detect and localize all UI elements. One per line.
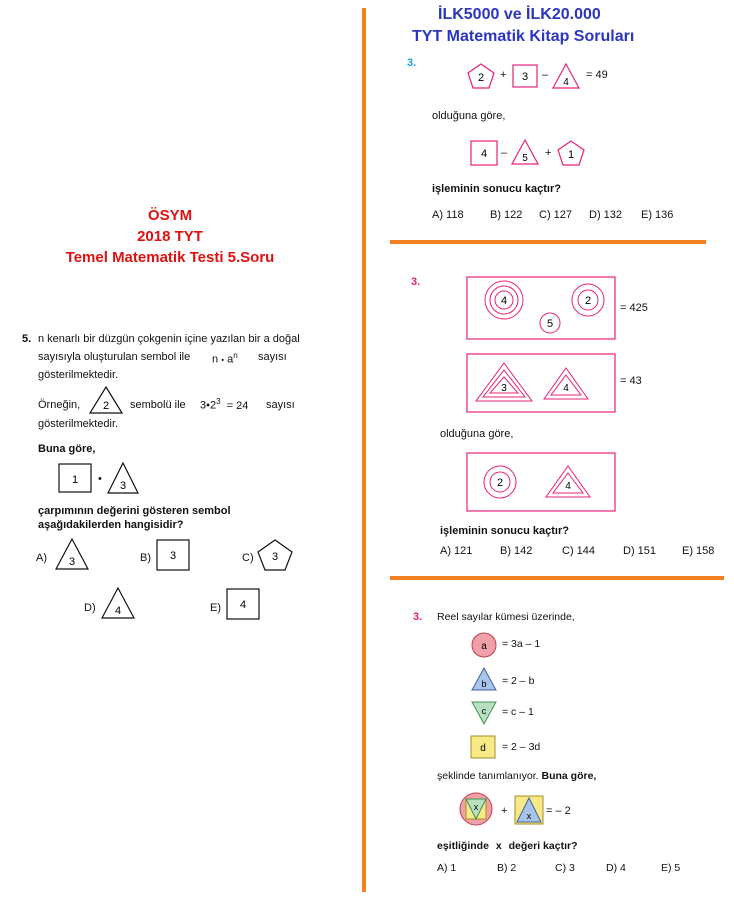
q2-box1-value-1: 4 [500, 295, 508, 307]
q1-option-b[interactable]: B) 122 [490, 209, 523, 221]
left-text-line-2: sayısıyla oluşturulan sembol ile [38, 351, 191, 363]
q1-expr-value-2: 5 [522, 153, 528, 164]
q2-olduguna-gore: olduğuna göre, [440, 428, 514, 440]
q2-option-c[interactable]: C) 144 [562, 545, 596, 557]
option-e-square[interactable] [226, 588, 260, 620]
q3-eq-var-2: x [526, 811, 532, 821]
divider-q1-q2 [390, 240, 706, 244]
q1-eq-square [512, 64, 538, 88]
left-text-sayisi: sayısı [258, 351, 287, 363]
q1-number: 3. [407, 57, 417, 69]
q2-option-a[interactable]: A) 121 [440, 545, 473, 557]
q2-box2-result: = 43 [620, 375, 642, 387]
q1-expr-pentagon [556, 139, 586, 167]
q3-eq-var-1: x [473, 802, 479, 812]
q1-expr-square [470, 140, 498, 166]
q1-option-a[interactable]: A) 118 [432, 209, 464, 221]
product-left-value: 1 [71, 474, 79, 486]
q3-eq-right-symbol [514, 795, 544, 825]
left-heading [40, 205, 300, 268]
q3-def-c-symbol: c [481, 706, 487, 716]
q2-box-2 [466, 353, 616, 413]
q1-expr-triangle [510, 138, 540, 166]
q3-question-pre: eşitliğinde [437, 840, 489, 852]
q1-eq-triangle [551, 62, 581, 90]
buna-gore: Buna göre, [38, 443, 96, 455]
example-symbol-value: 2 [102, 400, 110, 412]
q3-def-c-expr: = c – 1 [502, 706, 534, 718]
q1-eq-op-1: + [500, 69, 507, 81]
q2-box3-value-2: 4 [565, 481, 571, 492]
q2-box1-result: = 425 [620, 302, 648, 314]
q2-number: 3. [411, 276, 421, 288]
product-dot: • [98, 473, 102, 485]
q3-def-d-expr: = 2 – 3d [502, 741, 541, 753]
example-triangle-symbol [88, 385, 124, 415]
q3-question-var: x [495, 840, 502, 852]
option-c-pentagon[interactable] [256, 538, 294, 572]
left-question-number: 5. [22, 333, 32, 345]
product-triangle-symbol [106, 461, 140, 495]
q3-def-triangle-c [470, 700, 498, 726]
option-c-value: 3 [271, 551, 279, 563]
example-tail: sayısı [266, 399, 295, 411]
q2-box3-value-1: 2 [496, 477, 504, 489]
question-line-2: aşağıdakilerden hangisidir? [38, 519, 184, 531]
q2-box-1 [466, 276, 616, 340]
example-formula-exp: 3 [216, 397, 221, 406]
q3-option-c[interactable]: C) 3 [555, 862, 575, 874]
q2-box1-value-3: 5 [546, 318, 554, 330]
q1-option-e[interactable]: E) 136 [641, 209, 674, 221]
left-text-line-3: gösterilmektedir. [38, 369, 119, 381]
q2-box2-value-1: 3 [501, 383, 507, 394]
q1-eq-value-1: 2 [477, 72, 485, 84]
q3-sekli [437, 770, 596, 782]
option-d-value: 4 [114, 605, 122, 617]
q3-option-a[interactable]: A) 1 [437, 862, 457, 874]
q2-option-e[interactable]: E) 158 [682, 545, 715, 557]
q2-option-b[interactable]: B) 142 [500, 545, 533, 557]
option-b-value: 3 [169, 550, 177, 562]
q3-def-b-expr: = 2 – b [502, 675, 535, 687]
product-right-value: 3 [119, 480, 127, 492]
q1-expr-op-1: – [501, 147, 508, 159]
q3-intro: Reel sayılar kümesi üzerinde, [437, 611, 575, 623]
q3-def-b-symbol: b [481, 679, 487, 689]
q3-def-a-symbol: a [481, 641, 487, 652]
heading-line-2: 2018 TYT [137, 228, 203, 245]
q3-def-a-expr: = 3a – 1 [502, 638, 541, 650]
q1-option-d[interactable]: D) 132 [589, 209, 623, 221]
formula-exp: n [233, 351, 238, 360]
example-result: = 24 [226, 399, 249, 412]
option-e-label[interactable]: E) [210, 602, 221, 614]
example-end: gösterilmektedir. [38, 418, 119, 430]
q1-eq-pentagon [466, 62, 496, 90]
heading-line-3: Temel Matematik Testi 5.Soru [65, 249, 275, 266]
q2-box1-value-2: 2 [584, 295, 592, 307]
example-formula-base: 3•2 [200, 399, 217, 412]
left-formula [212, 351, 238, 366]
example-label: Örneğin, [38, 399, 81, 411]
example-formula [200, 397, 248, 412]
formula-a: a [227, 353, 234, 366]
q2-option-d[interactable]: D) 151 [623, 545, 657, 557]
divider-q2-q3 [390, 576, 724, 580]
option-b-label[interactable]: B) [140, 552, 151, 564]
q3-def-triangle-b [470, 666, 498, 692]
q3-question [437, 840, 578, 852]
q3-number: 3. [413, 611, 423, 623]
q1-expr-value-1: 4 [480, 148, 488, 160]
option-a-triangle[interactable] [54, 537, 90, 571]
right-header-line-2: TYT Matematik Kitap Soruları [412, 28, 635, 45]
option-d-label[interactable]: D) [84, 602, 96, 614]
q3-option-e[interactable]: E) 5 [661, 862, 681, 874]
q3-def-d-symbol: d [480, 743, 486, 754]
q2-box2-value-2: 4 [563, 383, 569, 394]
q3-def-square-d [470, 735, 496, 759]
option-a-value: 3 [68, 556, 76, 568]
q1-expr-value-3: 1 [567, 149, 575, 161]
vertical-divider [362, 8, 366, 892]
right-header-line-1: İLK5000 ve İLK20.000 [438, 6, 601, 23]
q2-box-3 [466, 452, 616, 512]
heading-line-1: ÖSYM [147, 207, 193, 224]
example-mid: sembolü ile [130, 399, 186, 411]
q3-def-circle-a [470, 631, 498, 659]
question-line-1: çarpımının değerini gösteren sembol [38, 505, 231, 517]
option-d-triangle[interactable] [100, 586, 136, 620]
q1-expr-op-2: + [545, 147, 552, 159]
q3-question-post: değeri kaçtır? [508, 840, 578, 852]
q3-sekli-text: şeklinde tanımlanıyor. [437, 770, 539, 782]
q3-eq-left-symbol [458, 791, 494, 827]
formula-n: n [212, 353, 219, 366]
left-text-line-1: n kenarlı bir düzgün çokgenin içine yazılan bir a doğal [38, 333, 300, 345]
q1-eq-result: = 49 [586, 69, 608, 81]
q1-option-c[interactable]: C) 127 [539, 209, 573, 221]
q1-eq-value-3: 4 [563, 77, 569, 88]
option-e-value: 4 [239, 599, 247, 611]
q3-eq-plus: + [501, 805, 508, 817]
q3-eq-result: = – 2 [546, 805, 571, 817]
option-a-label[interactable]: A) [36, 552, 47, 564]
option-b-square[interactable] [156, 539, 190, 571]
q3-option-b[interactable]: B) 2 [497, 862, 517, 874]
q1-eq-value-2: 3 [521, 71, 529, 83]
option-c-label[interactable]: C) [242, 552, 254, 564]
formula-dot: • [221, 355, 224, 365]
q1-question: işleminin sonucu kaçtır? [432, 183, 561, 195]
q1-olduguna-gore: olduğuna göre, [432, 110, 506, 122]
q3-sekli-bold: Buna göre, [541, 770, 597, 782]
q2-question: işleminin sonucu kaçtır? [440, 525, 569, 537]
q1-eq-op-2: – [542, 69, 549, 81]
product-square-symbol [58, 463, 92, 493]
q3-option-d[interactable]: D) 4 [606, 862, 626, 874]
